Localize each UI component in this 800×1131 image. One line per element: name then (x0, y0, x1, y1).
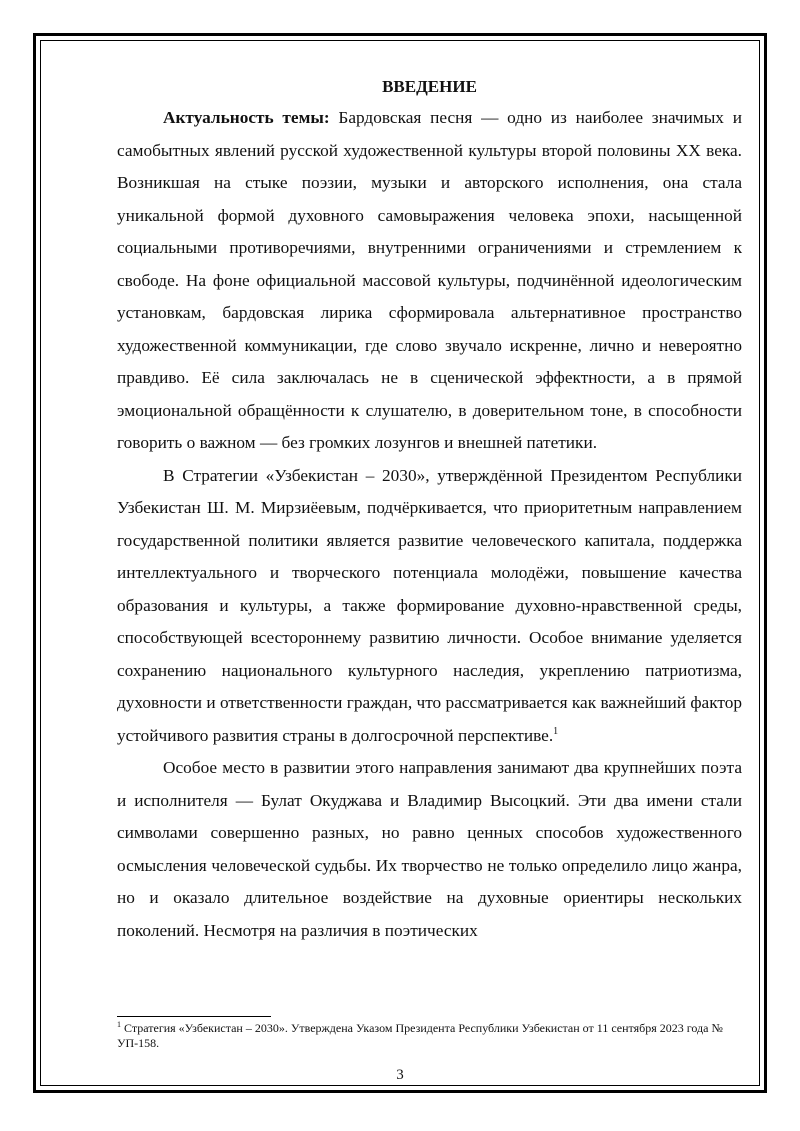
paragraph-strategy (117, 460, 742, 753)
paragraph-text: Особое место в развитии этого направления занимают два крупнейших поэта и исполнителя — Булат Окуджава и Владимир Высоцкий. Эти два имени стали символами совершенно разных, но равно ценных способов художественного осмысления человеческой судьбы. Их творчество не только определило лицо жанра, но и оказало длительное воздействие на духовные ориентиры нескольких поколений. Несмотря на различия в поэтических (117, 758, 742, 940)
footnote-separator (117, 1016, 271, 1017)
paragraph-relevance (117, 102, 742, 460)
paragraph-poets (117, 752, 742, 947)
paragraph-text: Бардовская песня — одно из наиболее значимых и самобытных явлений русской художественной культуры второй половины XX века. Возникшая на стыке поэзии, музыки и авторского исполнения, она стала уникальной формой духовного самовыражения человека эпохи, насыщенной социальными противоречиями, внутренними ограничениями и стремлением к свободе. На фоне официальной массовой культуры, подчинённой идеологическим установкам, бардовская лирика сформировала альтернативное пространство художественной коммуникации, где слово звучало искренне, лично и невероятно правдиво. Её сила заключалась не в сценической эффектности, а в прямой эмоциональной обращённости к слушателю, в доверительном тоне, в способности говорить о важном — без громких лозунгов и внешней патетики. (117, 108, 742, 452)
document-body (117, 72, 742, 947)
paragraph-text: В Стратегии «Узбекистан – 2030», утверждённой Президентом Республики Узбекистан Ш. М. Мирзиёевым, подчёркивается, что приоритетным направлением государственной политики является развитие человеческого капитала, поддержка интеллектуального и творческого потенциала молодёжи, повышение качества образования и культуры, а также формирование духовно-нравственной среды, способствующей всестороннему развитию личности. Особое внимание уделяется сохранению национального культурного наследия, укреплению патриотизма, духовности и ответственности граждан, что рассматривается как важнейший фактор устойчивого развития страны в долгосрочной перспективе. (117, 465, 742, 745)
footnote-text: Стратегия «Узбекистан – 2030». Утверждена Указом Президента Республики Узбекистан от 11 сентября 2023 года № УП-158. (117, 1021, 723, 1050)
footnote (117, 1021, 742, 1051)
page-number: 3 (396, 1067, 404, 1083)
paragraph-lead: Актуальность темы: (163, 108, 330, 127)
section-heading: ВВЕДЕНИЕ (382, 77, 477, 96)
footnote-reference[interactable]: 1 (553, 725, 559, 737)
footnote-marker: 1 (117, 1020, 121, 1029)
